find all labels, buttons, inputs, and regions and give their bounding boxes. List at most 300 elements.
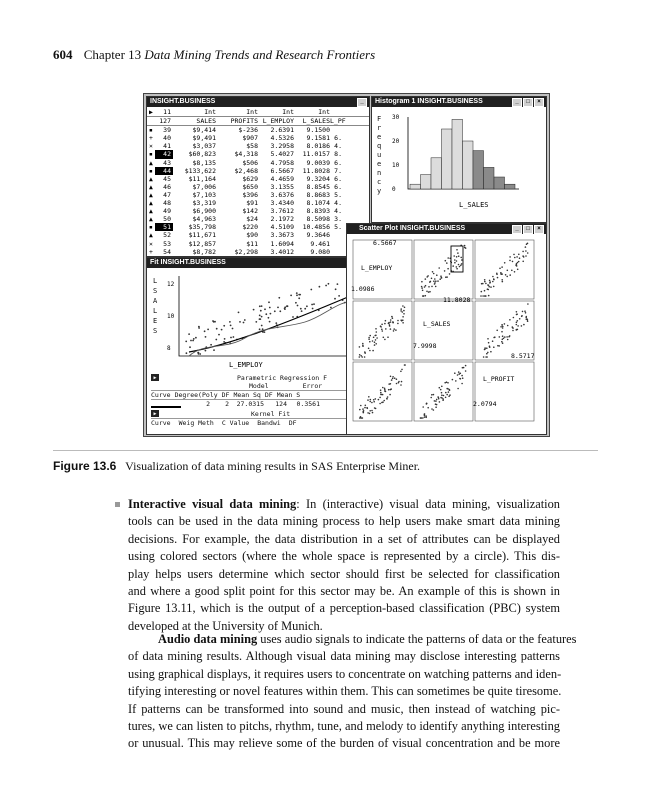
fit-point bbox=[334, 298, 336, 300]
fit-point bbox=[218, 334, 220, 336]
row-marker-icon: ▪ bbox=[149, 150, 153, 159]
scatter-point bbox=[388, 383, 390, 385]
scatter-point bbox=[502, 335, 504, 337]
table-cell: $650 bbox=[242, 182, 258, 191]
scatter-point bbox=[443, 395, 445, 397]
scatter-point bbox=[446, 276, 448, 278]
scatter-point bbox=[456, 249, 458, 251]
column-header[interactable]: L_PF bbox=[330, 117, 346, 126]
table-row[interactable] bbox=[147, 223, 369, 231]
histogram-y-label-char: q bbox=[377, 142, 382, 150]
scatter-point bbox=[460, 373, 462, 375]
scatter-point bbox=[512, 330, 514, 332]
table-cell: $90 bbox=[246, 231, 258, 240]
scatter-point bbox=[482, 295, 484, 297]
scatter-point bbox=[400, 310, 402, 312]
histogram-bar[interactable] bbox=[494, 177, 505, 189]
table-cell: $396 bbox=[242, 190, 258, 199]
scatter-point bbox=[429, 291, 431, 293]
minimize-icon[interactable]: _ bbox=[512, 98, 522, 107]
column-header[interactable]: PROFITS bbox=[230, 117, 258, 126]
table-cell: 9.1581 bbox=[306, 134, 330, 143]
row-marker-icon: ▪ bbox=[149, 126, 153, 135]
scatter-point bbox=[389, 394, 391, 396]
scatter-point bbox=[509, 260, 511, 262]
scatter-point bbox=[455, 380, 457, 382]
fit-point bbox=[296, 292, 298, 294]
scatter-point bbox=[462, 377, 464, 379]
table-cell: 8.8545 bbox=[306, 182, 330, 191]
scatter-point bbox=[369, 335, 371, 337]
scatter-point bbox=[366, 407, 368, 409]
fit-point bbox=[261, 316, 263, 318]
scatter-point bbox=[456, 256, 458, 258]
histogram-bar[interactable] bbox=[505, 184, 516, 189]
scatter-point bbox=[493, 286, 495, 288]
scatter-point bbox=[461, 263, 463, 265]
scatter-point bbox=[433, 409, 435, 411]
scatter-point bbox=[369, 401, 371, 403]
scatter-point bbox=[504, 336, 506, 338]
scatter-point bbox=[517, 320, 519, 322]
scatter-point bbox=[424, 286, 426, 288]
scatter-point bbox=[449, 273, 451, 275]
fit-point bbox=[189, 346, 191, 348]
fit-y-axis-char: S bbox=[153, 327, 158, 335]
fit-point bbox=[253, 309, 255, 311]
scatter-point bbox=[511, 270, 513, 272]
kernel-header-row: Curve Weig Meth C Value Bandwi DF bbox=[151, 418, 365, 427]
scatter-point bbox=[522, 261, 524, 263]
fit-point bbox=[193, 338, 195, 340]
scatter-point bbox=[483, 356, 485, 358]
scatter-point bbox=[371, 410, 373, 412]
histogram-bar[interactable] bbox=[463, 141, 474, 189]
table-cell: 3. bbox=[334, 215, 342, 224]
scatter-point bbox=[458, 264, 460, 266]
scatter-point bbox=[518, 254, 520, 256]
scatter-point bbox=[507, 270, 509, 272]
scatter-point bbox=[364, 407, 366, 409]
table-row[interactable] bbox=[147, 199, 369, 207]
scatter-point bbox=[395, 329, 397, 331]
scatter-point bbox=[431, 286, 433, 288]
table-cell: $7,103 bbox=[192, 190, 216, 199]
table-row[interactable] bbox=[147, 215, 369, 223]
scatter-point bbox=[504, 262, 506, 264]
row-marker-icon: + bbox=[149, 247, 153, 256]
fit-window bbox=[146, 257, 370, 435]
scatter-point bbox=[364, 352, 366, 354]
minimize-icon[interactable]: _ bbox=[357, 98, 367, 107]
fit-point bbox=[270, 313, 272, 315]
table-cell: 3.4340 bbox=[270, 199, 294, 208]
scatter-var-label: L_SALES bbox=[423, 320, 451, 328]
fit-point bbox=[306, 305, 308, 307]
table-row[interactable] bbox=[147, 126, 369, 134]
scatter-point bbox=[519, 257, 521, 259]
scatter-point bbox=[400, 384, 402, 386]
scatter-point bbox=[492, 281, 494, 283]
scatter-point bbox=[522, 255, 524, 257]
table-row[interactable] bbox=[147, 183, 369, 191]
fit-point bbox=[244, 319, 246, 321]
table-cell: $60,823 bbox=[188, 150, 216, 159]
fit-point bbox=[275, 322, 277, 324]
table-cell: $133,622 bbox=[184, 166, 216, 175]
scatter-point bbox=[392, 317, 394, 319]
histogram-y-label-char: n bbox=[377, 169, 382, 177]
column-header[interactable]: L_SALES bbox=[302, 117, 330, 126]
scatter-point bbox=[359, 409, 361, 411]
scatter-cell bbox=[475, 240, 534, 299]
scatter-point bbox=[486, 353, 488, 355]
scatter-point bbox=[447, 382, 449, 384]
histogram-bar[interactable] bbox=[484, 167, 495, 189]
fit-point bbox=[261, 305, 263, 307]
scatter-point bbox=[500, 326, 502, 328]
scatter-point bbox=[379, 403, 381, 405]
scatter-point bbox=[359, 354, 361, 356]
term-interactive-visual-mining: Interactive visual data mining bbox=[128, 497, 297, 511]
scatter-point bbox=[387, 396, 389, 398]
fit-point bbox=[210, 344, 212, 346]
scatter-point bbox=[504, 323, 506, 325]
scatter-point bbox=[445, 392, 447, 394]
scatter-window-titlebar[interactable] bbox=[347, 224, 546, 234]
table-cell: 11.0157 bbox=[302, 150, 330, 159]
table-cell: 53 bbox=[163, 239, 171, 248]
table-row-count: 127 bbox=[159, 117, 171, 126]
scatter-point bbox=[402, 322, 404, 324]
scatter-cell bbox=[414, 362, 473, 421]
scatter-point bbox=[502, 342, 504, 344]
scatter-point bbox=[512, 327, 514, 329]
scatter-point bbox=[437, 280, 439, 282]
table-cell bbox=[330, 248, 342, 256]
scatter-point bbox=[380, 326, 382, 328]
scatter-point bbox=[385, 320, 387, 322]
scatter-point bbox=[436, 274, 438, 276]
histogram-y-tick: 0 bbox=[392, 186, 396, 193]
scatter-point bbox=[460, 265, 462, 267]
scatter-point bbox=[507, 339, 509, 341]
minimize-icon[interactable]: _ bbox=[512, 225, 522, 234]
fit-point bbox=[296, 294, 298, 296]
scatter-point bbox=[513, 317, 515, 319]
histogram-y-label-char: r bbox=[377, 124, 382, 132]
scatter-point bbox=[428, 291, 430, 293]
maximize-icon[interactable]: □ bbox=[523, 98, 533, 107]
fit-point bbox=[311, 304, 313, 306]
fit-point bbox=[299, 294, 301, 296]
table-row[interactable] bbox=[147, 142, 369, 150]
scatter-var-label: L_PROFIT bbox=[483, 375, 515, 383]
scatter-point bbox=[362, 343, 364, 345]
fit-point bbox=[330, 307, 332, 309]
table-cell: 52 bbox=[163, 231, 171, 240]
scatter-point bbox=[454, 372, 456, 374]
scatter-point bbox=[359, 346, 361, 348]
scatter-point bbox=[421, 281, 423, 283]
table-cell: 3.7612 bbox=[270, 207, 294, 216]
scatter-point bbox=[374, 344, 376, 346]
row-marker-icon: ▪ bbox=[149, 223, 153, 232]
scatter-point bbox=[431, 408, 433, 410]
fit-plot bbox=[165, 272, 365, 372]
scatter-point bbox=[527, 303, 529, 305]
scatter-point bbox=[458, 255, 460, 257]
fit-point bbox=[190, 340, 192, 342]
scatter-point bbox=[396, 383, 398, 385]
scatter-point bbox=[397, 323, 399, 325]
scatter-point bbox=[459, 266, 461, 268]
sas-screenshot bbox=[143, 93, 550, 437]
scatter-point bbox=[387, 336, 389, 338]
table-row[interactable] bbox=[147, 167, 369, 175]
scatter-point bbox=[403, 313, 405, 315]
scatter-point bbox=[430, 281, 432, 283]
table-cell: 4.4659 bbox=[270, 174, 294, 183]
fit-point bbox=[223, 341, 225, 343]
scatter-point bbox=[436, 399, 438, 401]
scatter-point bbox=[525, 246, 527, 248]
table-cell: $629 bbox=[242, 174, 258, 183]
scatter-point bbox=[368, 348, 370, 350]
table-row[interactable] bbox=[147, 240, 369, 248]
fit-point bbox=[300, 308, 302, 310]
fit-point bbox=[216, 328, 218, 330]
table-cell: 9.3204 bbox=[306, 174, 330, 183]
scatter-point bbox=[369, 413, 371, 415]
fit-point bbox=[223, 325, 225, 327]
table-cell: 2.1972 bbox=[270, 215, 294, 224]
column-header[interactable]: SALES bbox=[196, 117, 216, 126]
histogram-window-title: Histogram 1 INSIGHT.BUSINESS bbox=[375, 98, 483, 105]
fit-point bbox=[286, 305, 288, 307]
table-cell: 5. bbox=[334, 190, 342, 199]
scatter-point bbox=[373, 401, 375, 403]
fit-point bbox=[261, 325, 263, 327]
scatter-point bbox=[434, 400, 436, 402]
table-cell: 50 bbox=[163, 215, 171, 224]
bullet-icon bbox=[115, 502, 120, 507]
fit-window-titlebar[interactable] bbox=[147, 258, 369, 268]
scatter-window-title: Scatter Plot INSIGHT.BUSINESS bbox=[359, 225, 466, 232]
scatter-point bbox=[509, 335, 511, 337]
fit-y-tick: 8 bbox=[167, 345, 171, 352]
histogram-bar[interactable] bbox=[410, 184, 421, 189]
scatter-point bbox=[379, 397, 381, 399]
figure-caption bbox=[53, 459, 420, 474]
table-cell: 3.2958 bbox=[270, 142, 294, 151]
scatter-point bbox=[497, 277, 499, 279]
fit-point bbox=[260, 310, 262, 312]
scatter-point bbox=[497, 345, 499, 347]
scatter-point bbox=[441, 392, 443, 394]
histogram-window-titlebar[interactable] bbox=[372, 97, 546, 107]
scatter-point bbox=[401, 381, 403, 383]
regression-header-row: Curve Degree(Poly DF Mean Sq DF Mean S bbox=[151, 390, 365, 400]
fit-point bbox=[198, 327, 200, 329]
fit-point bbox=[319, 286, 321, 288]
scatter-point bbox=[505, 274, 507, 276]
table-row[interactable] bbox=[147, 134, 369, 142]
scatter-point bbox=[487, 352, 489, 354]
table-cell: $8,135 bbox=[192, 158, 216, 167]
row-marker-icon: ▲ bbox=[149, 207, 153, 216]
histogram-window bbox=[371, 96, 547, 223]
table-row[interactable] bbox=[147, 207, 369, 215]
table-cell: $8,782 bbox=[192, 247, 216, 256]
scatter-point bbox=[422, 417, 424, 419]
fit-point bbox=[192, 340, 194, 342]
close-icon[interactable]: × bbox=[534, 225, 544, 234]
column-header[interactable]: L_EMPLOY bbox=[262, 117, 294, 126]
scatter-point bbox=[380, 389, 382, 391]
paragraph-audio-mining: Audio data mining uses audio signals to indicate the patterns of data or the features of data mining results. Although visual data mining may disclose interesting patterns using graphical displays, it requires users to concentrate on watching patterns and iden- tifying interesting or novel features within them. This can sometimes be quite tiresome. If patterns can be transformed into sound and music, then instead of watching pic- tures, we can listen to pitchs, rhythm, tune, and melody to identify anything interesting or unusual. This may relieve some of the burden of visual concentration and be more bbox=[128, 632, 577, 751]
fit-point bbox=[199, 353, 201, 355]
table-cell: 3.1355 bbox=[270, 182, 294, 191]
fit-point bbox=[207, 329, 209, 331]
scatter-point bbox=[427, 407, 429, 409]
table-cell: 49 bbox=[163, 207, 171, 216]
table-cell: 9.080 bbox=[310, 247, 330, 256]
scatter-point bbox=[426, 291, 428, 293]
row-marker-icon: ▲ bbox=[149, 199, 153, 208]
scatter-point bbox=[516, 256, 518, 258]
expand-icon[interactable]: ▶ bbox=[151, 374, 159, 381]
scatter-point bbox=[526, 318, 528, 320]
scatter-point bbox=[488, 289, 490, 291]
scatter-point bbox=[389, 325, 391, 327]
scatter-point bbox=[444, 270, 446, 272]
histogram-bar[interactable] bbox=[452, 119, 463, 189]
scatter-point bbox=[384, 390, 386, 392]
scatter-point bbox=[516, 324, 518, 326]
scatter-point bbox=[370, 399, 372, 401]
fit-point bbox=[338, 295, 340, 297]
table-cell: $9,414 bbox=[192, 126, 216, 135]
maximize-icon[interactable]: □ bbox=[523, 225, 533, 234]
table-window-titlebar[interactable] bbox=[147, 97, 369, 107]
scatter-point bbox=[454, 262, 456, 264]
fit-point bbox=[278, 297, 280, 299]
scatter-point bbox=[516, 329, 518, 331]
scatter-point bbox=[457, 374, 459, 376]
table-cell: 42 bbox=[155, 150, 173, 158]
table-cell: 9.461 bbox=[310, 239, 330, 248]
scatter-point bbox=[403, 310, 405, 312]
row-marker-icon: ▲ bbox=[149, 215, 153, 224]
scatter-point bbox=[449, 389, 451, 391]
scatter-point bbox=[384, 389, 386, 391]
regression-panel: ▶ Parametric Regression F Model Error Curve Degree(Poly DF Mean Sq DF Mean S 2 2 27.0315 124 0.3561 ▶ Kernel Fit Curve Weig Meth C Value Bandwi DF bbox=[151, 374, 365, 427]
histogram-bar[interactable] bbox=[421, 175, 432, 189]
scatter-point bbox=[383, 337, 385, 339]
table-row[interactable] bbox=[147, 191, 369, 199]
scatter-point bbox=[392, 321, 394, 323]
fit-y-tick: 10 bbox=[167, 313, 175, 320]
table-row[interactable] bbox=[147, 231, 369, 239]
scatter-point bbox=[360, 405, 362, 407]
scatter-point bbox=[388, 323, 390, 325]
scatter-point bbox=[496, 330, 498, 332]
scatter-point bbox=[382, 387, 384, 389]
fit-point bbox=[284, 308, 286, 310]
scatter-point bbox=[524, 310, 526, 312]
scatter-point bbox=[388, 389, 390, 391]
row-marker-icon: × bbox=[149, 239, 153, 248]
histogram-bar[interactable] bbox=[431, 158, 442, 189]
scatter-point bbox=[525, 250, 527, 252]
scatter-point bbox=[446, 388, 448, 390]
histogram-bar[interactable] bbox=[473, 151, 484, 189]
scatter-point bbox=[393, 330, 395, 332]
row-marker-icon: ▪ bbox=[149, 166, 153, 175]
scatter-cell bbox=[414, 301, 473, 360]
scatter-point bbox=[422, 290, 424, 292]
fit-point bbox=[213, 349, 215, 351]
scatter-point bbox=[369, 410, 371, 412]
scatter-point bbox=[503, 338, 505, 340]
scatter-point bbox=[499, 268, 501, 270]
scatter-point bbox=[421, 286, 423, 288]
scatter-point bbox=[368, 337, 370, 339]
table-row[interactable] bbox=[147, 150, 369, 158]
table-cell: $11 bbox=[246, 239, 258, 248]
histogram-y-label-char: e bbox=[377, 133, 382, 141]
histogram-bar[interactable] bbox=[442, 129, 453, 189]
expand-icon[interactable]: ▶ bbox=[151, 410, 159, 417]
table-cell: $91 bbox=[246, 199, 258, 208]
regression-row: 2 2 27.0315 124 0.3561 bbox=[151, 400, 365, 408]
scatter-point bbox=[486, 347, 488, 349]
fit-point bbox=[268, 317, 270, 319]
fit-point bbox=[215, 339, 217, 341]
table-row[interactable] bbox=[147, 159, 369, 167]
scatter-point bbox=[486, 356, 488, 358]
table-row[interactable] bbox=[147, 248, 369, 256]
table-cell: 8.0186 bbox=[306, 142, 330, 151]
scatter-point bbox=[516, 311, 518, 313]
scatter-point bbox=[424, 416, 426, 418]
data-table bbox=[147, 107, 369, 257]
scatter-cell bbox=[353, 362, 412, 421]
scatter-point bbox=[502, 327, 504, 329]
table-cell: 3.3673 bbox=[270, 231, 294, 240]
scatter-point bbox=[514, 257, 516, 259]
table-corner-top: 11 bbox=[163, 108, 171, 116]
scatter-point bbox=[378, 399, 380, 401]
scatter-point bbox=[522, 251, 524, 253]
scatter-point bbox=[364, 356, 366, 358]
scatter-point bbox=[507, 325, 509, 327]
scatter-point bbox=[439, 278, 441, 280]
table-cell: $58 bbox=[246, 142, 258, 151]
scatter-point bbox=[390, 328, 392, 330]
row-marker-icon: × bbox=[149, 142, 153, 151]
scatter-point bbox=[485, 295, 487, 297]
fit-point bbox=[269, 307, 271, 309]
scatter-point bbox=[422, 406, 424, 408]
table-row[interactable] bbox=[147, 175, 369, 183]
scatter-point bbox=[456, 260, 458, 262]
scatter-point bbox=[492, 340, 494, 342]
table-cell: 4.7958 bbox=[270, 158, 294, 167]
row-marker-icon: ▲ bbox=[149, 182, 153, 191]
close-icon[interactable]: × bbox=[534, 98, 544, 107]
